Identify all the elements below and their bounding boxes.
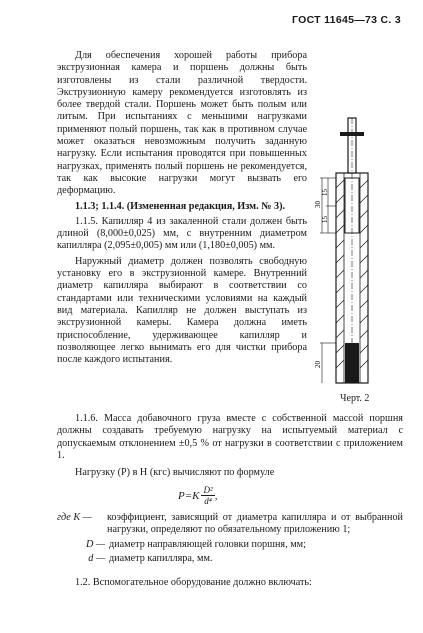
piston-capillary-drawing	[314, 118, 398, 388]
capillary	[345, 343, 359, 383]
full-width-text	[57, 413, 403, 465]
load-formula	[178, 485, 217, 506]
formula-definitions	[57, 512, 403, 567]
formula-numerator: D²	[203, 485, 213, 495]
amendment-reference: 1.1.3; 1.1.4. (Измененная редакция, Изм. № 3).	[75, 200, 286, 212]
formula-fraction	[201, 485, 214, 506]
dimension-lines	[320, 178, 336, 383]
definition-row	[57, 539, 403, 551]
dim-label-15a: 15	[321, 189, 329, 196]
formula-denominator: d⁴	[204, 496, 212, 506]
technical-drawing	[314, 118, 398, 388]
piston-cap	[340, 132, 364, 136]
definition-term: D —	[86, 538, 105, 550]
formula-intro-line	[57, 467, 403, 478]
paragraph-1-1-5: 1.1.5. Капилляр 4 из закаленной стали должен быть длиной (8,000±0,025) мм, с внутренним диаметром капилляра (2,095±0,005) мм или (1,180±0,005) мм.	[57, 215, 307, 252]
figure-caption: Черт. 2	[340, 393, 370, 404]
definition-desc: диаметр капилляра, мм.	[109, 552, 213, 564]
paragraph-materials: Для обеспечения хорошей работы прибора экструзионная камера и поршень должны быть изготовлены из стали различной твердости. Экструзионную камеру рекомендуется изготовлять из более твердой стали. Поршень может быть полым или литым. При испытаниях с меньшими нагрузками применяют полый поршень, так как в противном случае может оказаться невозможным получить заданную нагрузку. Если испытания проводятся при повышенных нагрузках, применять полый поршень не рекомендуется, так как высокие нагрузки могут вызвать его деформацию.	[57, 50, 307, 197]
definition-term: d —	[88, 552, 105, 564]
definition-term: где K —	[57, 512, 92, 523]
page-header: ГОСТ 11645—73 С. 3	[291, 14, 401, 26]
formula-intro: Нагрузку (P) в Н (кгс) вычисляют по формуле	[75, 467, 275, 478]
paragraph-1-1-6: 1.1.6. Масса добавочного груза вместе с собственной массой поршня должны создавать требуемую нагрузку на испытуемый материал с допускаемым отклонением ±0,5 % от нагрузки в соответствии с приложением 1.	[57, 413, 403, 461]
dim-label-15b: 15	[321, 216, 329, 223]
paragraph-outer-diameter: Наружный диаметр должен позволять свободную установку его в экструзионной камере. Внутренний диаметр капилляра выбирают в соответствии со стандартами или техническими условиями на каждый вид материала. Капилляр не должен выступать из экструзионной камеры. Камера должна иметь приспособление, удерживающее капилляр и позволяющее легко вынимать его для чистки прибора после каждого испытания.	[57, 255, 307, 366]
section-1-2-heading: 1.2. Вспомогательное оборудование должно включать:	[75, 577, 312, 588]
left-text-column	[57, 50, 307, 369]
definition-desc: коэффициент, зависящий от диаметра капилляра и от выбранной нагрузки, определяют по обязательному приложению 1;	[107, 512, 403, 536]
dim-label-20: 20	[314, 361, 322, 368]
formula-tail: ,	[214, 489, 218, 502]
definition-row	[57, 553, 403, 565]
definition-row	[57, 512, 403, 537]
definition-desc: диаметр направляющей головки поршня, мм;	[109, 538, 306, 550]
dim-label-30: 30	[314, 201, 322, 208]
formula-lhs: P=K	[178, 489, 200, 502]
